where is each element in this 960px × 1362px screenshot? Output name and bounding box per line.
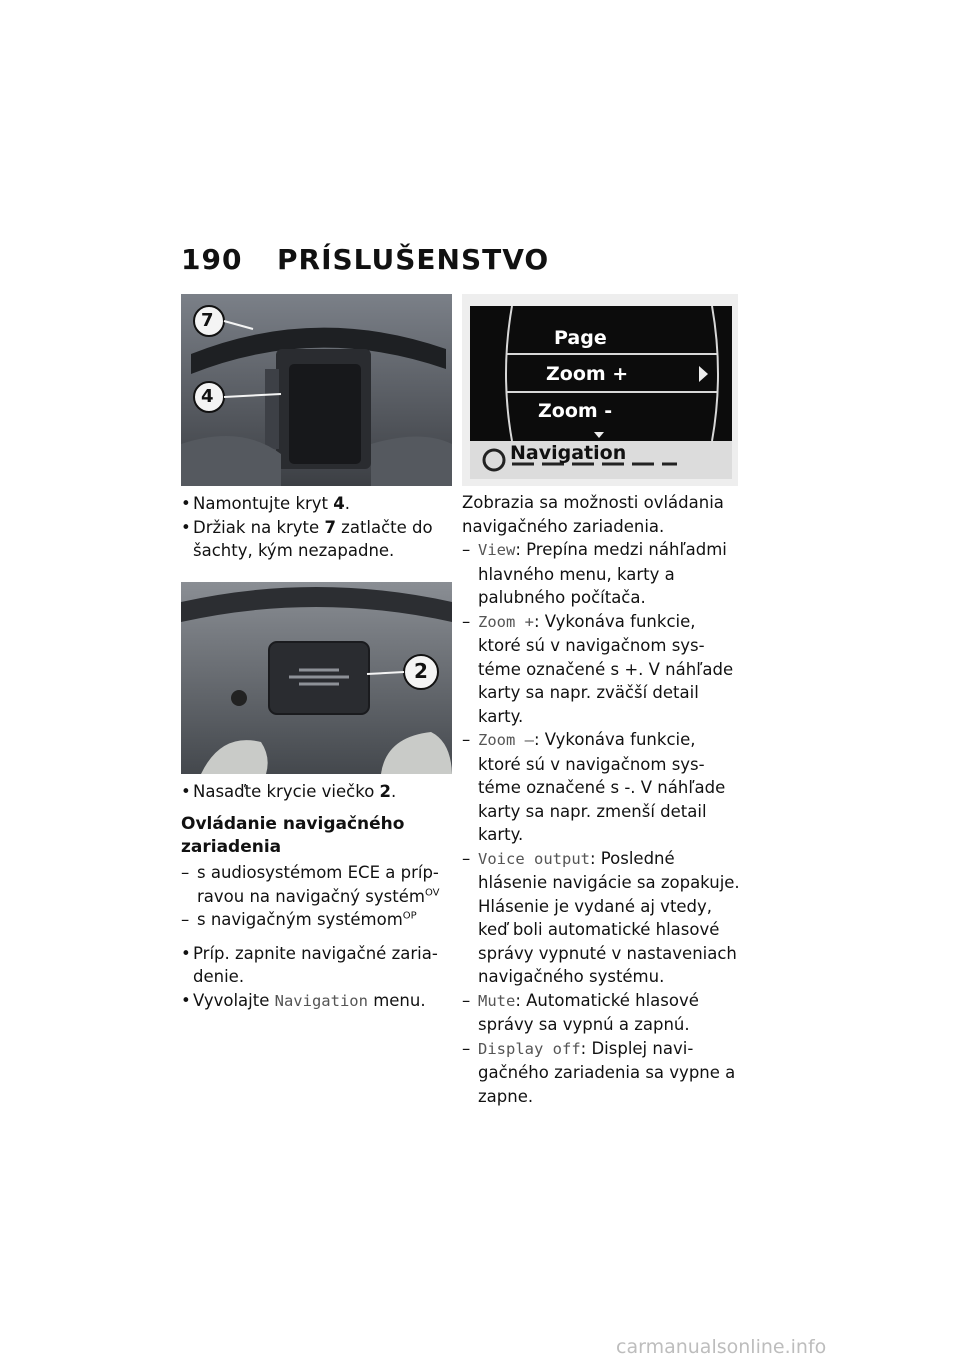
- step-mount-cover: • Namontujte kryt 4.: [181, 492, 457, 516]
- option-view: – View: Prepína medzi náhľadmi hlavného menu, karty a palubného počítača.: [462, 538, 740, 610]
- step-cover-cap: • Nasaďte krycie viečko 2.: [181, 780, 457, 804]
- step-call-menu: • Vyvolajte Navigation menu.: [181, 989, 457, 1014]
- menu-item-page: Page: [554, 327, 607, 349]
- photo-cover-cap: [181, 582, 452, 774]
- left-column: [181, 294, 457, 1013]
- option-voice-output: – Voice output: Posledné hlásenie navigácie sa zopakuje. Hlásenie je vydané aj vtedy, keď boli automatické hlasové správy vypnuté v nastaveniach navigačného systému.: [462, 847, 740, 989]
- watermark: carmanualsonline.info: [616, 1336, 827, 1358]
- cover-cap-illustration: [181, 582, 452, 774]
- page-header: [181, 243, 549, 276]
- condition-ece: – s audiosystémom ECE a prípravou na navigačný systém$^{OV}$: [181, 861, 457, 908]
- condition-nav: – s navigačným systémom$^{OP}$: [181, 908, 457, 932]
- callout-7: 7: [201, 310, 214, 331]
- nav-options-intro: Zobrazia sa možnosti ovládania navigačného zariadenia.: [462, 493, 724, 536]
- section-heading: Ovládanie navigačného zariadenia: [181, 814, 405, 857]
- option-mute: – Mute: Automatické hlasové správy sa vypnú a zapnú.: [462, 989, 740, 1037]
- page-number: 190: [181, 243, 243, 276]
- menu-item-zoom-plus: Zoom +: [546, 363, 629, 385]
- step-press-holder: • Držiak na kryte 7 zatlačte do šachty, kým nezapadne.: [181, 516, 457, 563]
- step-turn-on: • Príp. zapnite navigačné zariadenie.: [181, 942, 457, 989]
- option-zoom-minus: – Zoom –: Vykonáva funkcie, ktoré sú v navigačnom systéme označené s -. V náhľade karty sa napr. zmenší detail karty.: [462, 728, 740, 847]
- right-column: [462, 294, 740, 1108]
- callout-4: 4: [201, 386, 214, 407]
- nav-options-list: [462, 538, 740, 1108]
- photo-mount-cover: [181, 294, 452, 486]
- option-zoom-plus: – Zoom +: Vykonáva funkcie, ktoré sú v navigačnom systéme označené s +. V náhľade karty sa napr. zväčší detail karty.: [462, 610, 740, 729]
- mount-cover-illustration: [181, 294, 452, 486]
- photo-nav-menu: [462, 294, 738, 486]
- section-title: PRÍSLUŠENSTVO: [277, 243, 550, 276]
- menu-footer-navigation: Navigation: [510, 442, 627, 464]
- callout-2: 2: [414, 658, 428, 683]
- menu-item-zoom-minus: Zoom -: [538, 400, 613, 422]
- option-display-off: – Display off: Displej navigačného zariadenia sa vypne a zapne.: [462, 1037, 740, 1109]
